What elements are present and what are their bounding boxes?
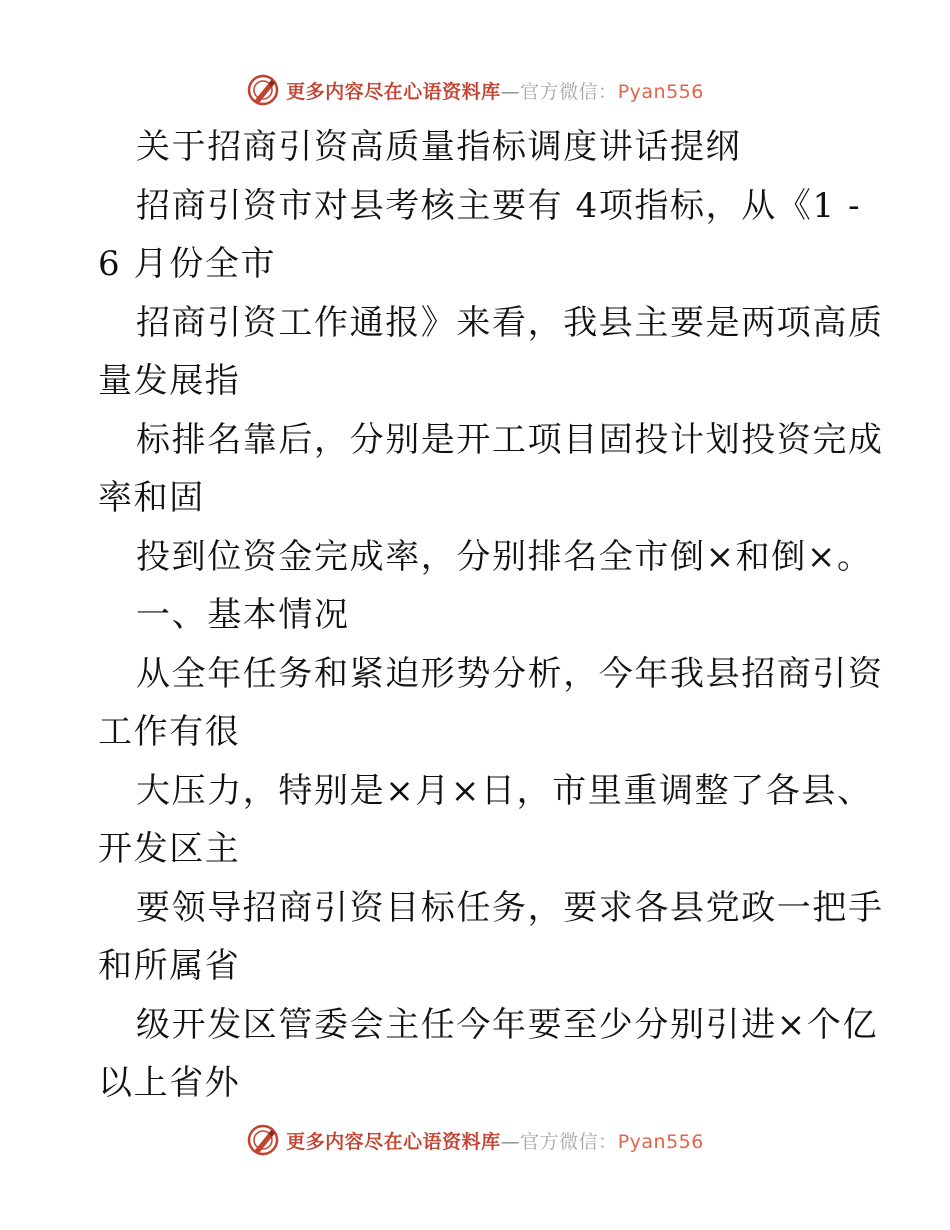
paragraph-line: 率和固 — [98, 478, 205, 518]
watermark-wechat-label: 官方微信： — [520, 1130, 618, 1153]
paragraph-line: 6 月份全市 — [98, 244, 277, 284]
watermark-main: 更多内容尽在心语资料库 — [286, 80, 501, 103]
watermark-wechat-id: Pyan556 — [617, 80, 704, 103]
paragraph-line: 招商引资市对县考核主要有 4项指标，从《1 - — [136, 185, 862, 226]
paragraph-line: 要领导招商引资目标任务，要求各县党政一把手 — [136, 887, 884, 928]
paragraph-line: 量发展指 — [98, 361, 241, 401]
paragraph-line: 工作有很 — [98, 712, 241, 752]
paragraph-line: 开发区主 — [98, 829, 241, 869]
watermark-wechat-label: 官方微信： — [520, 80, 618, 103]
watermark-text — [286, 1127, 704, 1154]
paragraph-line: 招商引资工作通报》来看，我县主要是两项高质 — [136, 302, 884, 343]
document-title: 关于招商引资高质量指标调度讲话提纲 — [136, 127, 742, 167]
pen-logo-icon — [246, 1123, 280, 1157]
section-heading: 一、基本情况 — [136, 595, 350, 635]
paragraph-line: 以上省外 — [98, 1063, 241, 1103]
paragraph-line: 大压力，特别是×月×日，市里重调整了各县、 — [136, 770, 873, 811]
paragraph-line: 标排名靠后，分别是开工项目固投计划投资完成 — [136, 419, 884, 460]
watermark-separator: — — [500, 80, 521, 103]
footer-watermark — [0, 1120, 950, 1160]
watermark-separator: — — [500, 1130, 521, 1153]
paragraph-line: 投到位资金完成率，分别排名全市倒×和倒×。 — [136, 536, 873, 577]
paragraph-line: 和所属省 — [98, 946, 241, 986]
document-body — [98, 118, 884, 1113]
pen-logo-icon — [246, 73, 280, 107]
header-watermark — [0, 70, 950, 110]
paragraph-line: 级开发区管委会主任今年要至少分别引进×个亿 — [136, 1004, 879, 1045]
watermark-wechat-id: Pyan556 — [617, 1130, 704, 1153]
paragraph-line: 从全年任务和紧迫形势分析，今年我县招商引资 — [136, 653, 884, 694]
watermark-text — [286, 77, 704, 104]
watermark-main: 更多内容尽在心语资料库 — [286, 1130, 501, 1153]
